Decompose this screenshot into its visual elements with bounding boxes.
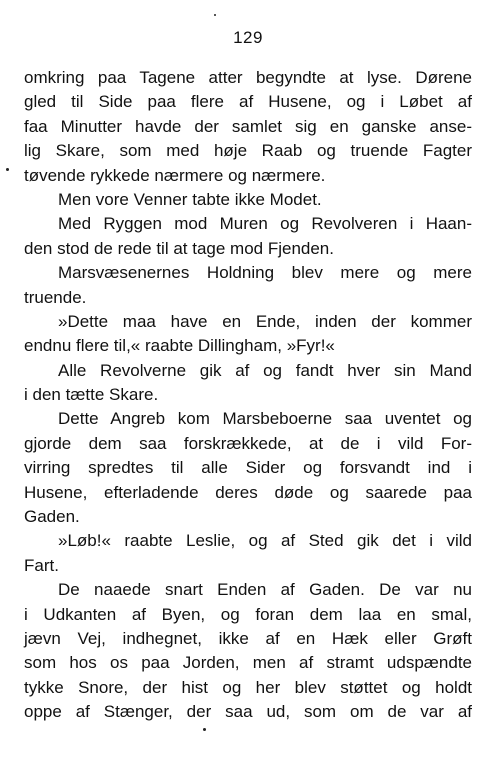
text-line: tykke Snore, der hist og her blev støttet og holdt (24, 677, 472, 697)
text-line: oppe af Stænger, der saa ud, som om de var af (24, 702, 472, 722)
page-number: 129 (233, 28, 263, 47)
text-line: Alle Revolverne gik af og fandt hver sin Mand (58, 360, 472, 380)
scan-speck (214, 14, 216, 16)
text-line: Gaden. (24, 507, 80, 527)
text-line: Men vore Venner tabte ikke Modet. (58, 189, 322, 209)
text-line: som hos os paa Jorden, men af stramt udspændte (24, 653, 472, 673)
text-line: lig Skare, som med høje Raab og truende Fagter (24, 141, 472, 161)
text-line: gjorde dem saa forskrækkede, at de i vild For- (24, 433, 472, 453)
text-line: De naaede snart Enden af Gaden. De var nu (58, 580, 472, 600)
text-line: endnu flere til,« raabte Dillingham, »Fyr!« (24, 336, 335, 356)
text-line: omkring paa Tagene atter begyndte at lyse. Dørene (24, 68, 472, 87)
body-text (24, 66, 472, 725)
text-line: i den tætte Skare. (24, 385, 159, 405)
text-line: faa Minutter havde der samlet sig en ganske ansе- (24, 116, 472, 136)
text-line: »Dette maa have en Ende, inden der kommer (58, 311, 472, 331)
text-line: den stod de rede til at tage mod Fjenden. (24, 238, 334, 258)
text-line: Med Ryggen mod Muren og Revolveren i Haan- (58, 214, 472, 234)
text-line: Fart. (24, 555, 59, 575)
text-line: gled til Side paa flere af Husene, og i Løbet af (24, 92, 472, 112)
scan-speck (203, 728, 206, 731)
text-line: »Løb!« raabte Leslie, og af Sted gik det i vild (58, 531, 472, 551)
text-line: Dette Angreb kom Marsbeboerne saa uventet og (58, 409, 472, 429)
text-line: Husene, efterladende deres døde og saarede paa (24, 482, 472, 502)
text-line: tøvende rykkede nærmere og nærmere. (24, 165, 326, 185)
text-line: Marsvæsenernes Holdning blev mere og mere (58, 263, 472, 283)
scan-speck (6, 168, 9, 171)
text-line: i Udkanten af Byen, og foran dem laa en smal, (24, 604, 472, 624)
text-line: virring spredtes til alle Sider og forsvandt ind i (24, 458, 472, 478)
text-line: truende. (24, 287, 87, 307)
text-line: jævn Vej, indhegnet, ikke af en Hæk eller Grøft (24, 628, 472, 648)
